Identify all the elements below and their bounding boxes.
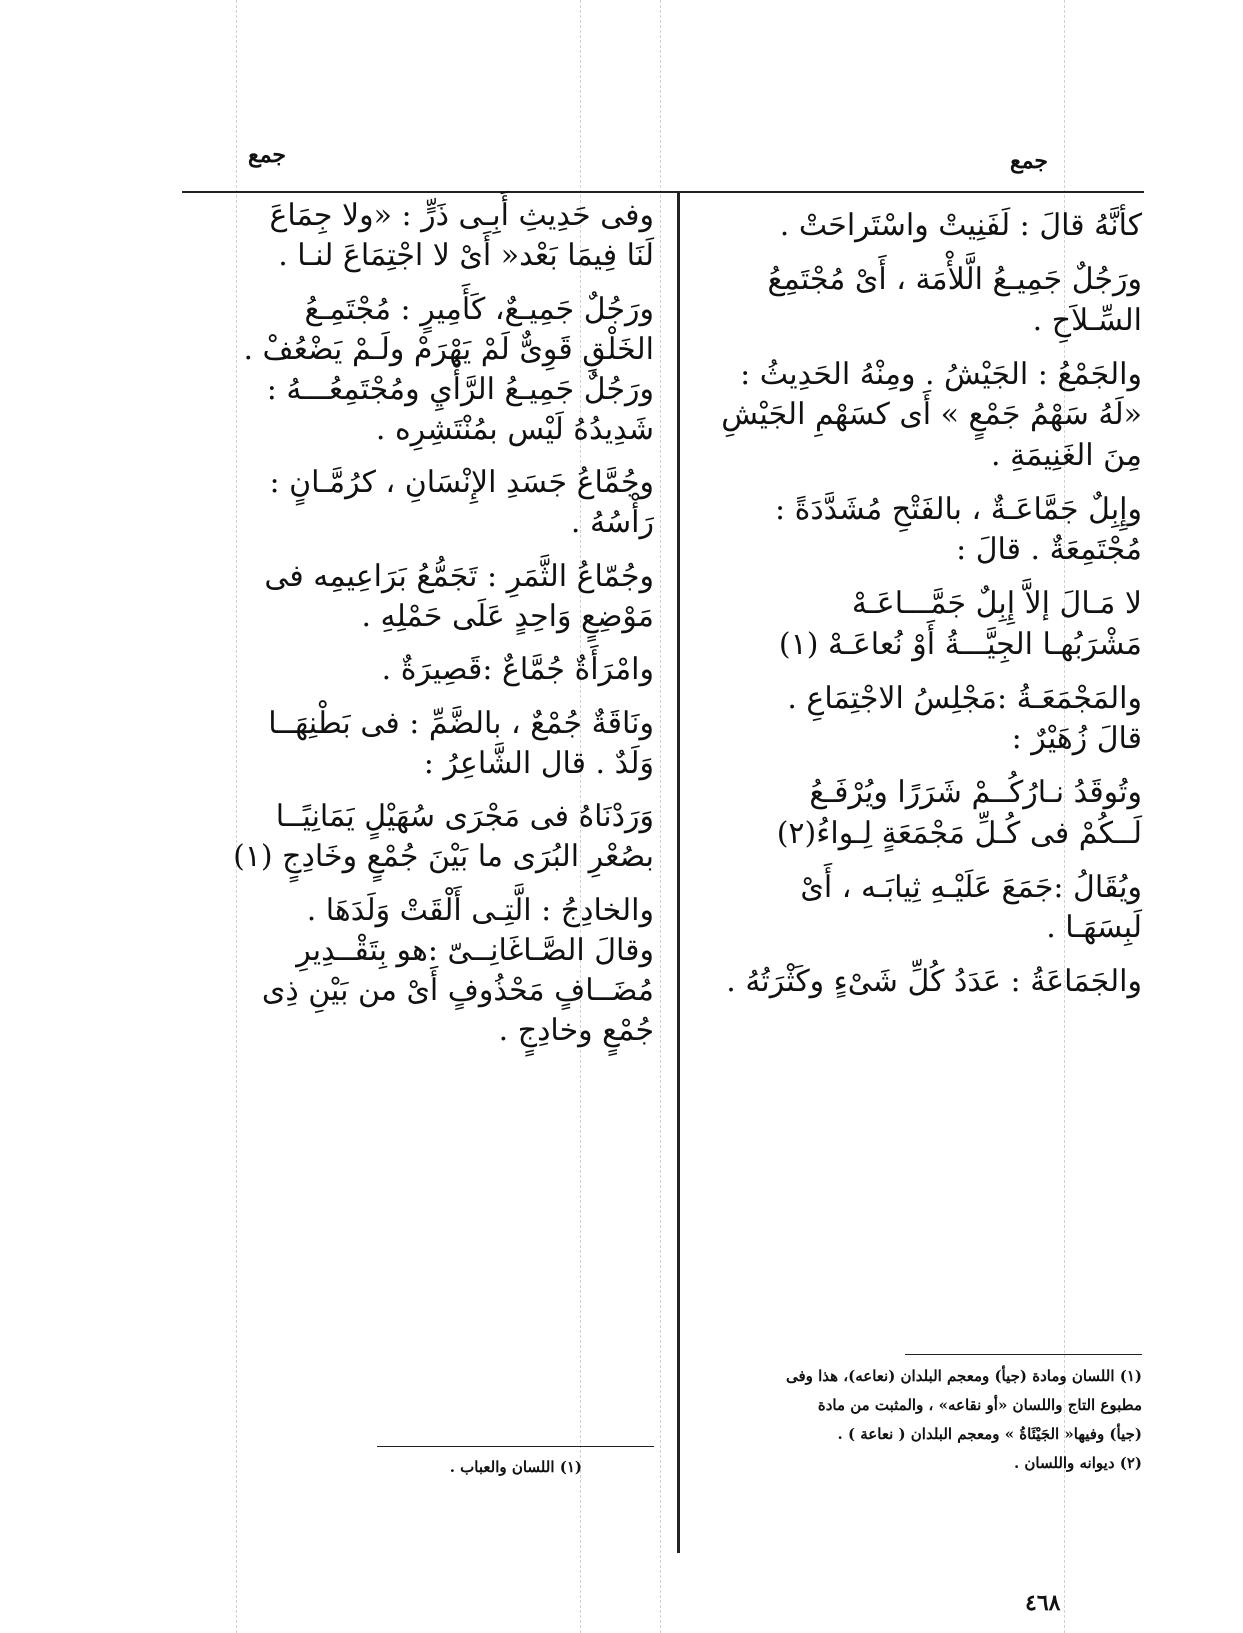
footnote-rule-left xyxy=(377,1446,654,1447)
footnote-line: (١) اللسان ومادة (جيأ) ومعجم البلدان (نعاعه)، هذا وفى xyxy=(785,1367,1142,1385)
text-line: ورَجُلٌ جَمِيـعٌ، كَأَمِيرٍ : مُجْتَمِـعُ xyxy=(304,291,654,327)
blank-line xyxy=(182,543,654,557)
text-line: شَدِيدُهُ لَيْس بمُنْتَشِرِه . xyxy=(375,411,654,447)
text-line: وفى حَدِيثِ أَبِـى ذَرٍّ : «ولا جِمَاعَ xyxy=(269,198,654,233)
text-line: لَبِسَهَـا . xyxy=(1046,910,1142,945)
text-line: مِنَ الغَنِيمَةِ . xyxy=(991,437,1142,473)
text-line: الخَلْقِ قَوِىٌّ لَمْ يَهْرَمْ ولَـمْ يَضْعُفْ . xyxy=(243,331,654,367)
text-line: ورَجُلٌ جَمِيـعُ الَّلأْمَة ، أَىْ مُجْتَمِعُ xyxy=(767,262,1142,297)
blank-line xyxy=(690,571,1142,585)
blank-line xyxy=(182,276,654,290)
text-line: لا مَـالَ إلاَّ إِبِلٌ جَمَّـــاعَـهْ xyxy=(851,586,1142,621)
text-line: بصُعْرِ البُرَى ما بَيْنَ جُمْعٍ وخَادِجٍ (١) xyxy=(233,839,654,874)
text-line: ورَجُلٌ جَمِيـعُ الرَّأْيِ ومُجْتَمِعُـــهُ : xyxy=(266,371,654,407)
text-line: قالَ زُهَيْرٌ : xyxy=(1011,721,1142,756)
text-line: رَأْسُهُ . xyxy=(570,505,654,540)
blank-line xyxy=(690,247,1142,261)
text-line: والمَجْمَعَـةُ :مَجْلِسُ الاجْتِمَاعِ . xyxy=(787,680,1142,716)
footnote-line: (٢) ديوانه واللسان . xyxy=(1013,1454,1142,1472)
footnote-line: (١) اللسان والعباب . xyxy=(449,1458,582,1476)
text-line: والجَمَاعَةُ : عَدَدُ كُلِّ شَىْءٍ وكَثْرَتُهُ . xyxy=(726,964,1142,999)
footnote-rule-right xyxy=(905,1354,1142,1355)
text-line: مَوْضِعٍ وَاحِدٍ عَلَى حَمْلِهِ . xyxy=(361,598,654,634)
text-line: وتُوقَدُ نـارُكُــمْ شَرَرًا ويُرْفَـعُ xyxy=(809,775,1142,810)
text-line: وقالَ الصَّـاغَانِــىّ :هو بِتَقْــدِيرِ xyxy=(296,932,654,968)
blank-line xyxy=(690,760,1142,774)
blank-line xyxy=(690,476,1142,490)
footnote-line: (جيأ) وفيها« الجَيْئَاةُ » ومعجم البلدان ( نعاعة ) . xyxy=(837,1425,1142,1443)
blank-line xyxy=(690,854,1142,868)
blank-line xyxy=(182,450,654,464)
text-line: السِّـلاَحِ . xyxy=(1032,302,1142,338)
left-column xyxy=(182,196,654,1051)
text-line: ونَاقَةٌ جُمْعٌ ، بالضَّمِّ : فى بَطْنِهَــا xyxy=(268,705,654,741)
blank-line xyxy=(182,784,654,798)
blank-line xyxy=(690,949,1142,963)
right-column xyxy=(690,206,1142,1003)
blank-line xyxy=(690,341,1142,355)
text-line: ويُقَالُ :جَمَعَ عَلَيْـهِ ثِيابَـه ، أَىْ xyxy=(800,869,1142,905)
header-rule xyxy=(182,191,1144,193)
running-header-right: جمع xyxy=(1010,148,1049,174)
text-line: وجُمَّاعُ جَسَدِ الإِنْسَانِ ، كرُمَّـانٍ : xyxy=(269,465,654,500)
text-line: مَشْرَبُهـا الجِيَّـــةُ أَوْ نُعاعَـهْ (١) xyxy=(778,626,1142,662)
scan-guide-line xyxy=(660,0,661,1633)
text-line: وَلَدٌ . قال الشَّاعِرُ : xyxy=(423,745,654,781)
text-line: وإِبِلٌ جَمَّاعَـةٌ ، بالفَتْحِ مُشَدَّدَةً : xyxy=(774,491,1142,527)
text-line: مُضَــافٍ مَحْذُوفٍ أَىْ من بَيْنِ ذِى xyxy=(261,972,654,1008)
text-line: «لَهُ سَهْمُ جَمْعٍ » أَى كسَهْمِ الجَيْشِ xyxy=(721,397,1142,432)
text-line: مُجْتَمِعَةٌ . قالَ : xyxy=(956,532,1142,567)
text-line: وَرَدْنَاهُ فى مَجْرَى سُهَيْلٍ يَمَانِيًــا xyxy=(275,799,654,834)
text-line: وامْرَأَةٌ جُمَّاعٌ :قَصِيرَةٌ . xyxy=(381,652,654,687)
text-line: وجُمّاعُ الثَّمَرِ : تَجَمُّعُ بَرَاعِيمِه فى xyxy=(264,558,654,594)
footnotes-right xyxy=(690,1362,1142,1478)
text-line: والخادِجُ : الَّتِـى أَلْقَتْ وَلَدَهَا . xyxy=(306,892,654,928)
column-divider xyxy=(677,193,680,1553)
blank-line xyxy=(182,690,654,704)
blank-line xyxy=(182,877,654,891)
text-line: جُمْعٍ وخادِجٍ . xyxy=(498,1012,654,1048)
blank-line xyxy=(690,665,1142,679)
text-line: كأنَّهُ قالَ : لَفَنِيتْ واسْتَراحَتْ . xyxy=(779,208,1142,243)
footnotes-left xyxy=(377,1453,582,1482)
text-line: والجَمْعُ : الجَيْشُ . ومِنْهُ الحَدِيثُ : xyxy=(740,356,1142,392)
footnote-line: مطبوع التاج واللسان «أو نقاعه» ، والمثبت من مادة xyxy=(817,1396,1142,1414)
blank-line xyxy=(182,637,654,651)
text-line: لَنَا فِيمَا بَعْد« أَىْ لا اجْتِمَاعَ لنـا . xyxy=(278,238,654,273)
text-line: لَــكُمْ فى كُـلِّ مَجْمَعَةٍ لِـواءُ(٢) xyxy=(776,815,1142,851)
page-number: ٤٦٨ xyxy=(1025,1590,1061,1616)
running-header-left: جمع xyxy=(248,142,287,168)
